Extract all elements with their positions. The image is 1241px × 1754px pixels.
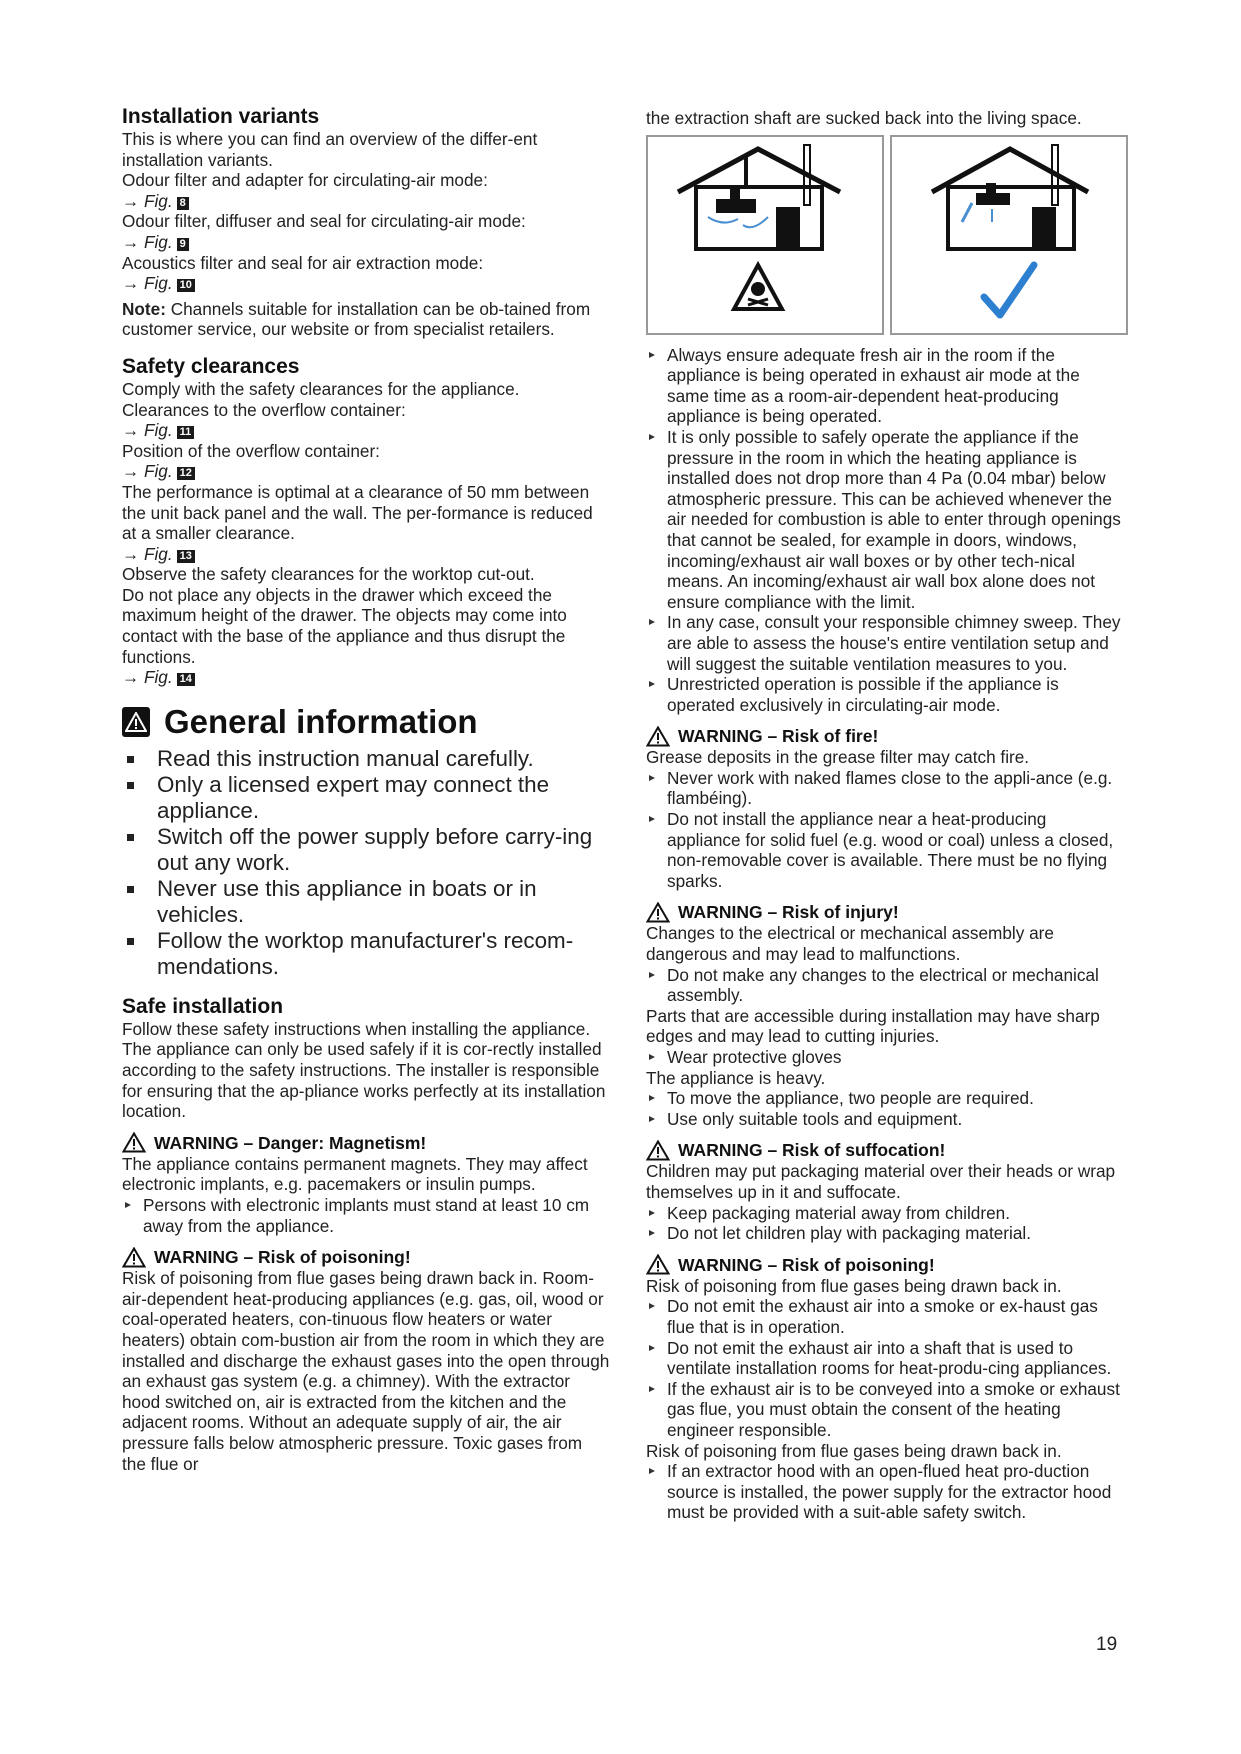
warning-text: Grease deposits in the grease filter may catch fire. xyxy=(646,747,1030,768)
list-item: Do not make any changes to the electrical or mechanical assembly. xyxy=(646,965,1124,1006)
list-item: Never work with naked flames close to the appli-ance (e.g. flambéing). xyxy=(646,768,1124,809)
list-item: To move the appliance, two people are required. xyxy=(646,1088,1124,1109)
warning-triangle-icon xyxy=(646,726,670,747)
list-item: Do not install the appliance near a heat-producing appliance for solid fuel (e.g. wood or coal) unless a closed, non-removable cover is available. There must be no flying sparks. xyxy=(646,809,1124,891)
clearances-text: Comply with the safety clearances for the appliance. xyxy=(122,378,520,399)
list-item: Do not emit the exhaust air into a shaft that is used to ventilate installation rooms for heat-produ-cing appliances. xyxy=(646,1338,1124,1379)
list-item: Use only suitable tools and equipment. xyxy=(646,1109,1124,1130)
figure-reference: → Fig. 12 xyxy=(122,461,610,482)
figure-reference: → Fig. 11 xyxy=(122,420,610,441)
left-column xyxy=(122,104,610,1474)
warning-fire: WARNING – Risk of fire! xyxy=(646,725,1124,747)
figure-reference: → Fig. 8 xyxy=(122,191,610,212)
warning-text: Parts that are accessible during installation may have sharp edges and may lead to cutting injuries. xyxy=(646,1005,1100,1047)
installation-variants-intro: This is where you can find an overview of the differ-ent installation variants. xyxy=(122,129,538,170)
warning-triangle-icon xyxy=(646,902,670,923)
page-number: 19 xyxy=(1096,1634,1118,1655)
warning-text: Children may put packaging material over their heads or wrap themselves up in it and suffocate. xyxy=(646,1161,1116,1202)
variant-text: Odour filter and adapter for circulating-air mode: xyxy=(122,170,488,191)
right-column xyxy=(646,108,1124,1523)
ventilation-bullets xyxy=(646,345,1124,716)
figure-reference: → Fig. 13 xyxy=(122,544,610,565)
general-information-header xyxy=(122,704,610,740)
list-item: Keep packaging material away from children. xyxy=(646,1203,1124,1224)
list-item: Wear protective gloves xyxy=(646,1047,1124,1068)
warning-triangle-icon xyxy=(122,1247,146,1268)
warning-triangle-icon xyxy=(122,1132,146,1153)
warning-text: Risk of poisoning from flue gases being drawn back in. xyxy=(646,1440,1062,1461)
warning-poisoning: WARNING – Risk of poisoning! xyxy=(122,1246,610,1268)
list-item: If an extractor hood with an open-flued heat pro-duction source is installed, the power supply for the extractor hood must be provided with a suit-able safety switch. xyxy=(646,1461,1124,1523)
figure-number: 10 xyxy=(177,279,195,292)
list-item: In any case, consult your responsible chimney sweep. They are able to assess the house's entire ventilation setup and will suggest the suitable ventilation measures to you. xyxy=(646,612,1124,674)
warning-text: Risk of poisoning from flue gases being drawn back in. Room-air-dependent heat-producing appliances (e.g. gas, oil, wood or coal-operated heaters, con-tinuous flow heaters or water heaters) obtain com-bustion air from the room in which they are installed and discharge the exhaust gases into the open through an exhaust gas system (e.g. a chimney). With the extractor hood switched on, air is extracted from the kitchen and the adjacent rooms. Without an adequate supply of air, the air pressure falls below atmospheric pressure. Toxic gases from the flue or xyxy=(122,1268,610,1474)
figure-number: 13 xyxy=(177,550,195,563)
variant-text: Acoustics filter and seal for air extraction mode: xyxy=(122,252,484,273)
warning-poisoning-right: WARNING – Risk of poisoning! xyxy=(646,1254,1124,1276)
safe-installation-heading: Safe installation xyxy=(122,994,284,1018)
list-item: Always ensure adequate fresh air in the room if the appliance is being operated in exhaust air mode at the same time as a room-air-dependent heat-producing appliance is being operated. xyxy=(646,345,1124,427)
warning-text: Risk of poisoning from flue gases being drawn back in. xyxy=(646,1275,1062,1296)
list-item: It is only possible to safely operate the appliance if the pressure in the room in which the heating appliance is installed does not drop more than 4 Pa (0.04 mbar) below atmospheric pressure. This can be achieved whenever the air needed for combustion is able to enter through openings that cannot be sealed, for example in doors, windows, incoming/exhaust air wall boxes or by other tech-nical means. An incoming/exhaust air wall box alone does not ensure compliance with the limit. xyxy=(646,427,1124,612)
figure-number: 14 xyxy=(177,673,195,686)
continued-text: the extraction shaft are sucked back into the living space. xyxy=(646,108,1082,128)
warning-triangle-icon xyxy=(646,1254,670,1275)
list-item: Follow the worktop manufacturer's recom-mendations. xyxy=(122,928,610,980)
warning-triangle-icon xyxy=(646,1140,670,1161)
list-item: Only a licensed expert may connect the appliance. xyxy=(122,772,610,824)
list-item: Do not emit the exhaust air into a smoke or ex-haust gas flue that is in operation. xyxy=(646,1296,1124,1337)
warning-text: The appliance contains permanent magnets. They may affect electronic implants, e.g. pacemakers or insulin pumps. xyxy=(122,1153,588,1195)
figure-unsafe-panel xyxy=(646,135,884,335)
general-bullet-list xyxy=(122,746,610,980)
list-item: Do not let children play with packaging material. xyxy=(646,1223,1124,1244)
clearances-text: Do not place any objects in the drawer which exceed the maximum height of the drawer. The objects may come into contact with the base of the appliance and thus disrupt the functions. xyxy=(122,584,567,667)
figure-reference: → Fig. 14 xyxy=(122,667,610,688)
warning-suffocation: WARNING – Risk of suffocation! xyxy=(646,1139,1124,1161)
ventilation-figure xyxy=(646,135,1124,335)
figure-number: 8 xyxy=(177,197,189,210)
warning-injury: WARNING – Risk of injury! xyxy=(646,901,1124,923)
variant-text: Odour filter, diffuser and seal for circulating-air mode: xyxy=(122,211,526,232)
house-circulating-illustration xyxy=(892,137,1126,333)
figure-number: 9 xyxy=(177,238,189,251)
clearances-text: Clearances to the overflow container: xyxy=(122,399,406,420)
warning-text: The appliance is heavy. xyxy=(646,1067,826,1088)
list-item: Read this instruction manual carefully. xyxy=(122,746,610,772)
figure-safe-panel xyxy=(890,135,1128,335)
safe-installation-text: The appliance can only be used safely if it is cor-rectly installed according to the safety instructions. The installer is responsible for ensuring that the ap-pliance works perfectly at its installation location. xyxy=(122,1039,606,1122)
general-information-heading: General information xyxy=(164,702,478,740)
list-item: Switch off the power supply before carry-ing out any work. xyxy=(122,824,610,876)
warning-icon xyxy=(122,707,150,737)
warning-magnetism: WARNING – Danger: Magnetism! xyxy=(122,1132,610,1154)
figure-reference: → Fig. 10 xyxy=(122,273,610,294)
note-paragraph: Note: Channels suitable for installation can be ob-tained from customer service, our website or from specialist retailers. xyxy=(122,298,591,340)
warning-text: Changes to the electrical or mechanical assembly are dangerous and may lead to malfunctions. xyxy=(646,923,1054,965)
clearances-text: The performance is optimal at a clearance of 50 mm between the unit back panel and the wall. The per-formance is reduced at a smaller clearance. xyxy=(122,481,593,544)
house-exhaust-illustration xyxy=(648,137,882,333)
clearances-text: Observe the safety clearances for the worktop cut-out. xyxy=(122,564,535,585)
note-label: Note: xyxy=(122,298,166,319)
list-item: Unrestricted operation is possible if the appliance is operated exclusively in circulating-air mode. xyxy=(646,674,1124,715)
list-item: Persons with electronic implants must stand at least 10 cm away from the appliance. xyxy=(122,1195,610,1236)
list-item: If the exhaust air is to be conveyed into a smoke or exhaust gas flue, you must obtain the consent of the heating engineer responsible. xyxy=(646,1379,1124,1441)
figure-number: 11 xyxy=(177,426,195,439)
list-item: Never use this appliance in boats or in vehicles. xyxy=(122,876,610,928)
figure-number: 12 xyxy=(177,467,195,480)
safety-clearances-heading: Safety clearances xyxy=(122,354,300,378)
safe-installation-text: Follow these safety instructions when installing the appliance. xyxy=(122,1018,591,1039)
clearances-text: Position of the overflow container: xyxy=(122,440,380,461)
figure-reference: → Fig. 9 xyxy=(122,232,610,253)
installation-variants-heading: Installation variants xyxy=(122,105,320,128)
